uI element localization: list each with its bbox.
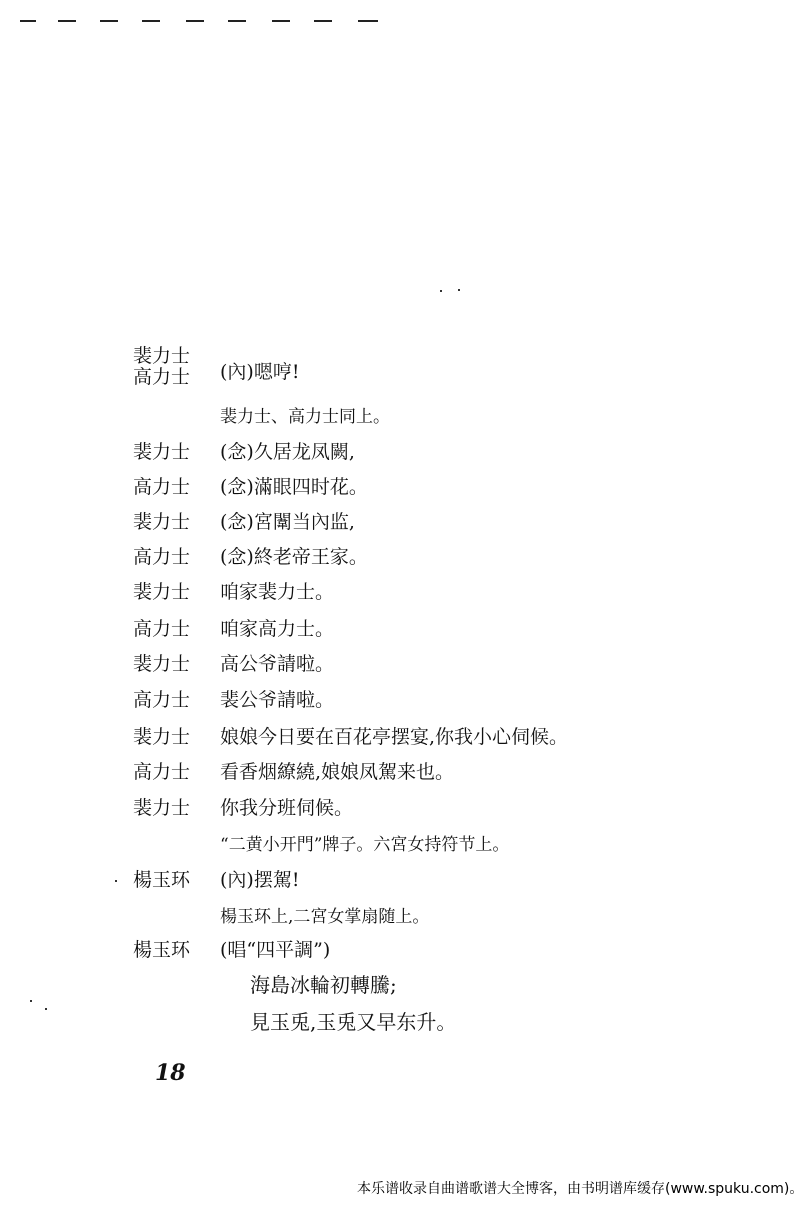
speaker-name: 裴力士	[133, 345, 191, 367]
scan-speck	[45, 1008, 47, 1010]
speaker-name: 高力士	[133, 689, 191, 711]
dialogue-text: 咱家高力士。	[220, 618, 335, 640]
footer-note: 本乐谱收录自曲谱歌谱大全博客，由书明谱库缓存(www.spuku.com)。	[357, 1181, 804, 1197]
dash	[58, 20, 76, 22]
stage-direction: 裴力士、高力士同上。	[220, 407, 390, 427]
stage-direction: 楊玉环上,二宮女掌扇随上。	[220, 907, 430, 927]
dialogue-text: (唱“四平調”)	[220, 939, 331, 961]
scan-speck	[458, 289, 460, 291]
dialogue-text: 裴公爷請啦。	[220, 689, 335, 711]
dash	[142, 20, 160, 22]
speaker-name: 高力士	[133, 366, 191, 388]
verse-line: 海島冰輪初轉騰;	[250, 973, 397, 997]
dialogue-text: (念)宮闈当內监,	[220, 511, 355, 533]
speaker-name: 裴力士	[133, 441, 191, 463]
dialogue-text: (念)久居龙凤闕,	[220, 441, 355, 463]
dialogue-text: (念)終老帝王家。	[220, 546, 368, 568]
speaker-name: 高力士	[133, 618, 191, 640]
page-number: 18	[155, 1060, 186, 1086]
speaker-name: 高力士	[133, 476, 191, 498]
speaker-name: 裴力士	[133, 511, 191, 533]
speaker-name: 高力士	[133, 761, 191, 783]
speaker-name: 楊玉环	[133, 869, 191, 891]
speaker-name: 楊玉环	[133, 939, 191, 961]
dialogue-text: 娘娘今日要在百花亭摆宴,你我小心伺候。	[220, 726, 569, 748]
dash	[20, 20, 36, 22]
scan-speck	[440, 290, 442, 292]
dialogue-text: 咱家裴力士。	[220, 581, 335, 603]
speaker-name: 高力士	[133, 546, 191, 568]
speaker-name: 裴力士	[133, 653, 191, 675]
verse-line: 見玉兎,玉兎又早东升。	[250, 1010, 457, 1034]
dialogue-text: (內)嗯哼!	[220, 361, 300, 383]
dash	[186, 20, 204, 22]
dash	[358, 20, 378, 22]
speaker-name: 裴力士	[133, 797, 191, 819]
speaker-name: 裴力士	[133, 581, 191, 603]
stacked-speakers	[133, 346, 190, 388]
dash	[314, 20, 332, 22]
header-dash-rule	[20, 8, 390, 28]
stage-direction: “二黄小开門”牌子。六宮女持符节上。	[220, 835, 510, 855]
scan-speck	[115, 880, 117, 882]
dash	[100, 20, 118, 22]
dash	[272, 20, 290, 22]
dialogue-text: 高公爷請啦。	[220, 653, 335, 675]
dialogue-text: 你我分班伺候。	[220, 797, 354, 819]
dash	[228, 20, 246, 22]
dialogue-text: (念)滿眼四时花。	[220, 476, 368, 498]
speaker-name: 裴力士	[133, 726, 191, 748]
scan-speck	[30, 1000, 32, 1002]
dialogue-text: 看香烟繚繞,娘娘凤駕来也。	[220, 761, 455, 783]
dialogue-text: (內)摆駕!	[220, 869, 300, 891]
